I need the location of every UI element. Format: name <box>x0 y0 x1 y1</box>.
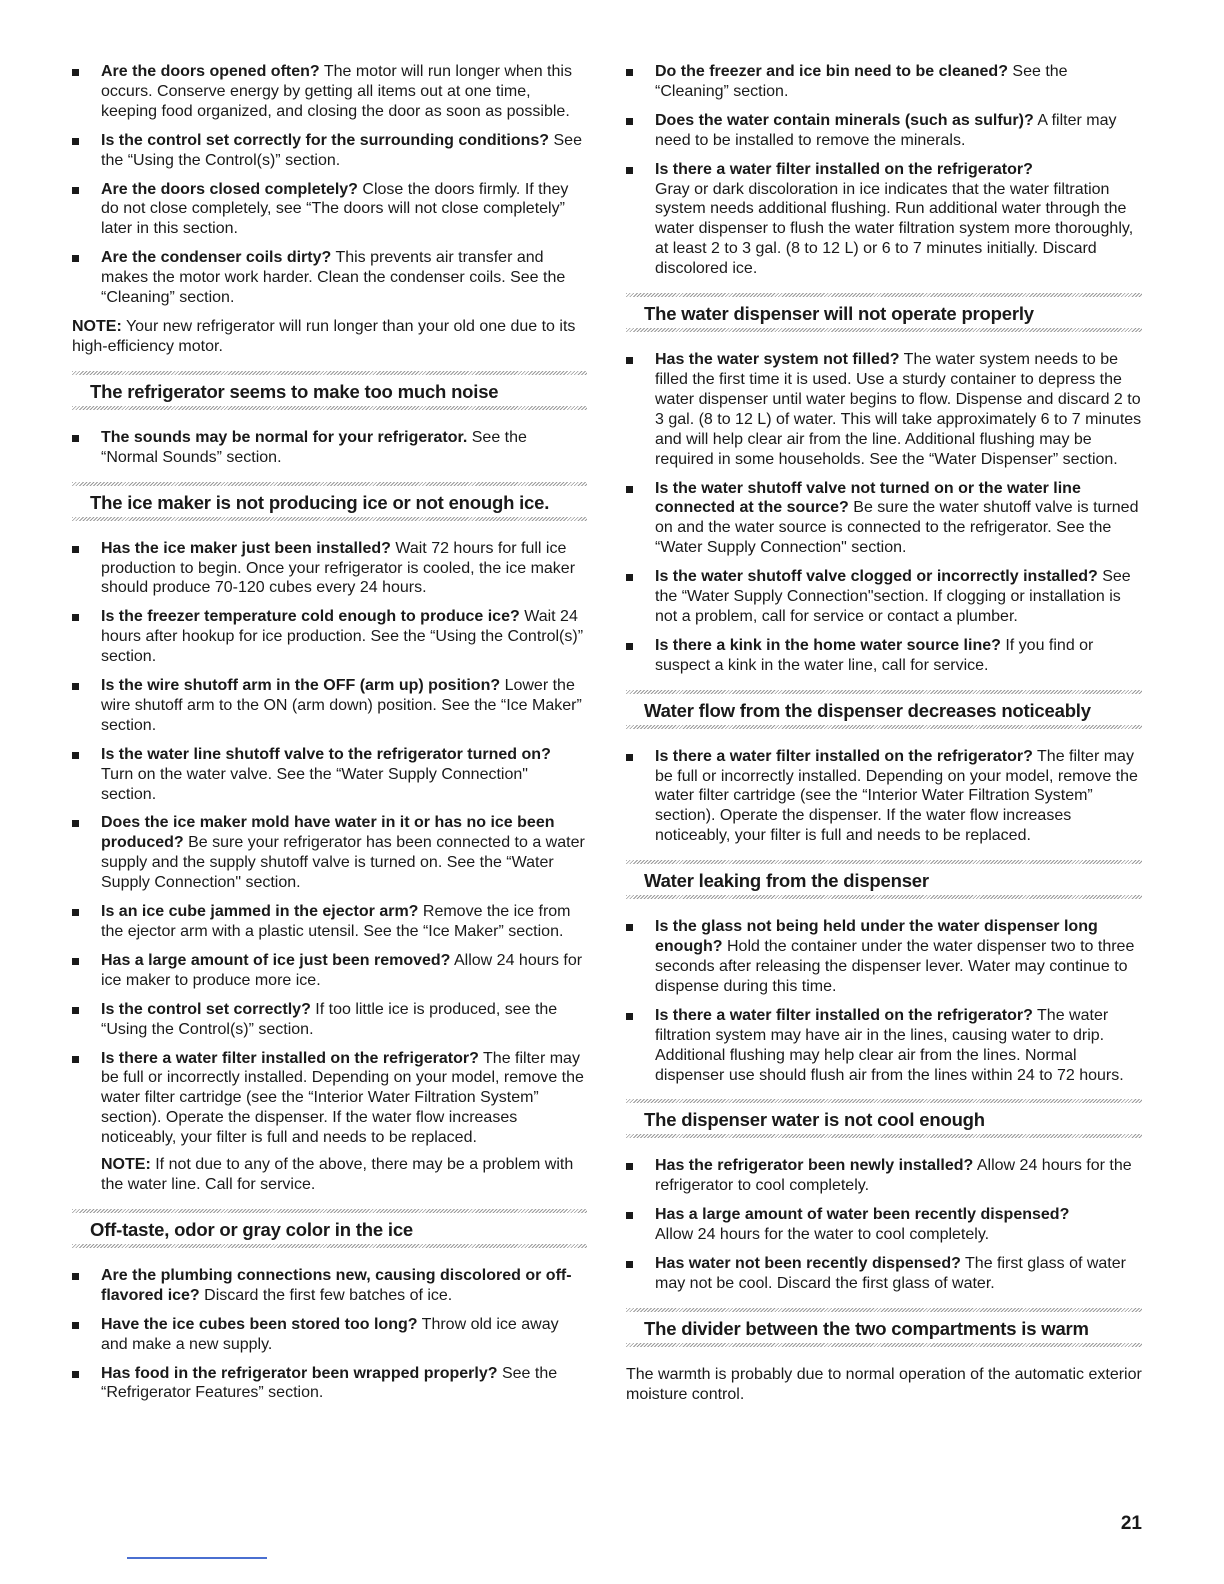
page-number: 21 <box>1120 1513 1142 1534</box>
bullet-icon <box>626 1163 633 1170</box>
section-heading-dispenser: The water dispenser will not operate properly <box>626 293 1142 332</box>
intro-list-left <box>72 62 587 308</box>
bullet-icon <box>72 614 79 621</box>
bottom-rule <box>127 1557 267 1559</box>
list-item: Is the water line shutoff valve to the refrigerator turned on? Turn on the water valve. See the “Water Supply Connection" section. <box>72 745 587 805</box>
list-item: Is there a water filter installed on the refrigerator? Gray or dark discoloration in ice indicates that the water filtration system needs additional flushing. Run additional water through the water dispenser to flush the water filtration system more thoroughly, at least 2 to 3 gal. (8 to 12 L) or 6 to 7 minutes initially. Discard discolored ice. <box>626 160 1142 279</box>
bullet-icon <box>626 924 633 931</box>
hatch-rule <box>626 725 1142 729</box>
bullet-icon <box>72 820 79 827</box>
hatch-rule <box>72 517 587 521</box>
cool-list <box>626 1156 1142 1293</box>
intro-note: NOTE: Your new refrigerator will run longer than your old one due to its high-efficiency motor. <box>72 317 576 355</box>
list-item: Are the doors closed completely? Close the doors firmly. If they do not close completely, see “The doors will not close completely” later in this section. <box>72 180 587 240</box>
icemaker-list <box>72 539 587 1195</box>
list-item: Has the ice maker just been installed? Wait 72 hours for full ice production to begin. Once your refrigerator is cooled, the ice maker should produce 70-120 cubes every 24 hours. <box>72 539 587 599</box>
list-item: Is the freezer temperature cold enough to produce ice? Wait 24 hours after hookup for ice production. See the “Using the Control(s)” section. <box>72 607 587 667</box>
hatch-rule <box>626 1134 1142 1138</box>
section-heading-icemaker: The ice maker is not producing ice or not enough ice. <box>72 482 587 521</box>
section-heading-cool: The dispenser water is not cool enough <box>626 1099 1142 1138</box>
bullet-icon <box>626 643 633 650</box>
bullet-icon <box>626 754 633 761</box>
list-item: Is an ice cube jammed in the ejector arm? Remove the ice from the ejector arm with a plastic utensil. See the “Ice Maker” section. <box>72 902 587 942</box>
bullet-icon <box>72 1322 79 1329</box>
bullet-icon <box>626 69 633 76</box>
list-item: Has the refrigerator been newly installed? Allow 24 hours for the refrigerator to cool completely. <box>626 1156 1142 1196</box>
right-column <box>626 62 1142 1405</box>
list-item: Is the water shutoff valve clogged or incorrectly installed? See the “Water Supply Connection"section. If clogging or installation is not a problem, call for service or contact a plumber. <box>626 567 1142 627</box>
list-item: Have the ice cubes been stored too long? Throw old ice away and make a new supply. <box>72 1315 587 1355</box>
list-item: Does the water contain minerals (such as sulfur)? A filter may need to be installed to remove the minerals. <box>626 111 1142 151</box>
list-item: Has a large amount of water been recently dispensed? Allow 24 hours for the water to cool completely. <box>626 1205 1142 1245</box>
bullet-icon <box>72 69 79 76</box>
bullet-icon <box>626 486 633 493</box>
list-item: Is there a water filter installed on the refrigerator? The water filtration system may have air in the lines, causing water to drip. Additional flushing may help clear air from the lines. Normal dispenser use should flush air from the lines within 24 to 72 hours. <box>626 1006 1142 1086</box>
bullet-icon <box>72 1056 79 1063</box>
bullet-icon <box>72 1007 79 1014</box>
intro-list-right <box>626 62 1142 279</box>
leaking-list <box>626 917 1142 1085</box>
list-item: Is the control set correctly for the surrounding conditions? See the “Using the Control(s)” section. <box>72 131 587 171</box>
list-item: Is there a water filter installed on the refrigerator? The filter may be full or incorrectly installed. Depending on your model, remove the water filter cartridge (see the “Interior Water Filtration System” section). Operate the dispenser. If the water flow increases noticeably, your filter is full and needs to be replaced. <box>626 747 1142 847</box>
hatch-rule <box>626 1343 1142 1347</box>
list-item: The sounds may be normal for your refrigerator. See the “Normal Sounds” section. <box>72 428 587 468</box>
list-item: Has water not been recently dispensed? The first glass of water may not be cool. Discard the first glass of water. <box>626 1254 1142 1294</box>
bullet-icon <box>626 167 633 174</box>
section-heading-leaking: Water leaking from the dispenser <box>626 860 1142 899</box>
bullet-icon <box>626 1013 633 1020</box>
list-item: Does the ice maker mold have water in it or has no ice been produced? Be sure your refrigerator has been connected to a water supply and the supply shutoff valve is turned on. See the “Water Supply Connection" section. <box>72 813 587 893</box>
list-item: Do the freezer and ice bin need to be cleaned? See the “Cleaning” section. <box>626 62 1142 102</box>
divider-text: The warmth is probably due to normal operation of the automatic exterior moisture control. <box>626 1365 1142 1403</box>
bullet-icon <box>72 752 79 759</box>
hatch-rule <box>626 895 1142 899</box>
bullet-icon <box>626 357 633 364</box>
list-item: Has the water system not filled? The water system needs to be filled the first time it is used. Use a sturdy container to depress the water dispenser until water begins to flow. Dispense and discard 2 to 3 gal. (8 to 12 L) of water. This will take approximately 6 to 7 minutes and will help clear air from the line. Additional flushing may be required in some households. See the “Water Dispenser” section. <box>626 350 1142 469</box>
bullet-icon <box>72 187 79 194</box>
offtaste-list <box>72 1266 587 1403</box>
list-item: Has food in the refrigerator been wrapped properly? See the “Refrigerator Features” section. <box>72 1364 587 1404</box>
bullet-icon <box>626 118 633 125</box>
bullet-icon <box>72 683 79 690</box>
icemaker-note: NOTE: If not due to any of the above, there may be a problem with the water line. Call for service. <box>101 1156 574 1193</box>
list-item: Are the plumbing connections new, causing discolored or off-flavored ice? Discard the first few batches of ice. <box>72 1266 587 1306</box>
bullet-icon <box>72 909 79 916</box>
bullet-icon <box>72 958 79 965</box>
list-item: Is there a kink in the home water source line? If you find or suspect a kink in the water line, call for service. <box>626 636 1142 676</box>
bullet-icon <box>626 1261 633 1268</box>
list-item: Has a large amount of ice just been removed? Allow 24 hours for ice maker to produce more ice. <box>72 951 587 991</box>
list-item: Are the doors opened often? The motor will run longer when this occurs. Conserve energy by getting all items out at one time, keeping food organized, and closing the door as soon as possible. <box>72 62 587 122</box>
list-item: Is the wire shutoff arm in the OFF (arm up) position? Lower the wire shutoff arm to the ON (arm down) position. See the “Ice Maker” section. <box>72 676 587 736</box>
bullet-icon <box>72 1371 79 1378</box>
bullet-icon <box>72 435 79 442</box>
bullet-icon <box>72 546 79 553</box>
list-item: Is the water shutoff valve not turned on or the water line connected at the source? Be sure the water shutoff valve is turned on and the water source is connected to the refrigerator. See the “Water Supply Connection" section. <box>626 479 1142 559</box>
dispenser-list <box>626 350 1142 676</box>
bullet-icon <box>72 1273 79 1280</box>
list-item: Is the control set correctly? If too little ice is produced, see the “Using the Control(s)” section. <box>72 1000 587 1040</box>
section-heading-offtaste: Off-taste, odor or gray color in the ice <box>72 1209 587 1248</box>
list-item: Is there a water filter installed on the refrigerator? The filter may be full or incorrectly installed. Depending on your model, remove the water filter cartridge (see the “Interior Water Filtration System” section). Operate the dispenser. If the water flow increases noticeably, your filter is full and needs to be replaced. <box>72 1049 587 1149</box>
bullet-icon <box>626 574 633 581</box>
section-heading-noise: The refrigerator seems to make too much noise <box>72 371 587 410</box>
section-heading-divider: The divider between the two compartments is warm <box>626 1308 1142 1347</box>
bullet-icon <box>72 255 79 262</box>
list-item: Are the condenser coils dirty? This prevents air transfer and makes the motor work harder. Clean the condenser coils. See the “Cleaning” section. <box>72 248 587 308</box>
hatch-rule <box>626 328 1142 332</box>
section-heading-flow: Water flow from the dispenser decreases noticeably <box>626 690 1142 729</box>
bullet-icon <box>626 1212 633 1219</box>
hatch-rule <box>72 1244 587 1248</box>
list-item: Is the glass not being held under the water dispenser long enough? Hold the container under the water dispenser two to three seconds after releasing the dispenser lever. Water may continue to dispense during this time. <box>626 917 1142 997</box>
bullet-icon <box>72 138 79 145</box>
hatch-rule <box>72 406 587 410</box>
left-column <box>72 62 587 1412</box>
